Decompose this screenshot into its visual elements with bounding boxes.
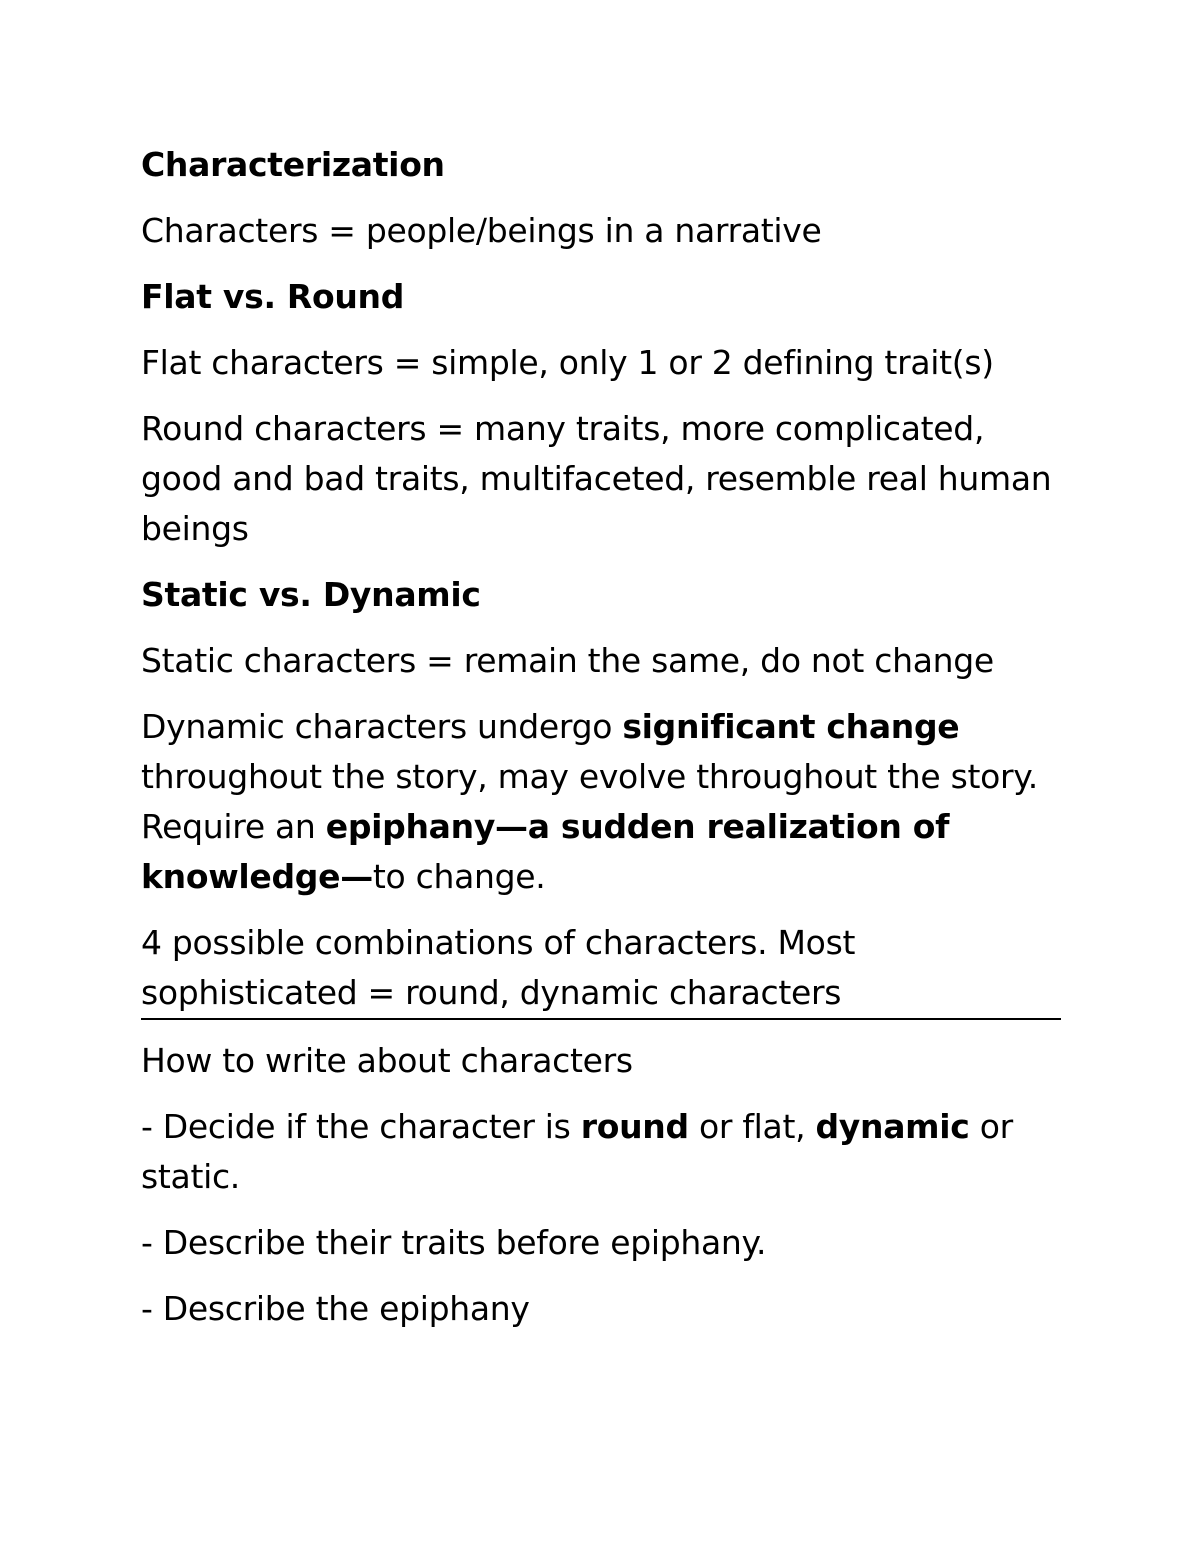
how-to-step-3: - Describe the epiphany: [141, 1289, 530, 1328]
dynamic-text-2: throughout the story, may evolve throughout the story. Require an: [141, 757, 1038, 846]
dynamic-emphasis: dynamic: [815, 1107, 970, 1146]
characters-definition: Characters = people/beings in a narrative: [141, 211, 822, 250]
epiphany-emphasis: epiphany—a sudden realization of knowledge—: [141, 807, 950, 896]
combinations-note: 4 possible combinations of characters. Most sophisticated = round, dynamic characters: [141, 918, 1061, 1020]
static-characters-definition: Static characters = remain the same, do not change: [141, 641, 994, 680]
significant-change-emphasis: significant change: [622, 707, 960, 746]
step1-text-2: or flat,: [688, 1107, 816, 1146]
how-to-step-2: - Describe their traits before epiphany.: [141, 1223, 767, 1262]
document-page: [141, 140, 1061, 1350]
round-characters-definition: Round characters = many traits, more complicated, good and bad traits, multifaceted, resemble real human beings: [141, 409, 1052, 548]
step1-text-1: - Decide if the character is: [141, 1107, 581, 1146]
static-dynamic-heading: Static vs. Dynamic: [141, 575, 481, 614]
round-emphasis: round: [580, 1107, 689, 1146]
document-title: Characterization: [141, 145, 445, 184]
dynamic-characters-definition: [141, 702, 1061, 902]
flat-round-heading: Flat vs. Round: [141, 277, 405, 316]
dynamic-text-3: to change.: [372, 857, 546, 896]
flat-characters-definition: Flat characters = simple, only 1 or 2 defining trait(s): [141, 343, 994, 382]
how-to-step-1: [141, 1102, 1061, 1202]
step1-text-3: or static.: [141, 1107, 1013, 1196]
dynamic-text-1: Dynamic characters undergo: [141, 707, 623, 746]
how-to-heading: How to write about characters: [141, 1041, 633, 1080]
